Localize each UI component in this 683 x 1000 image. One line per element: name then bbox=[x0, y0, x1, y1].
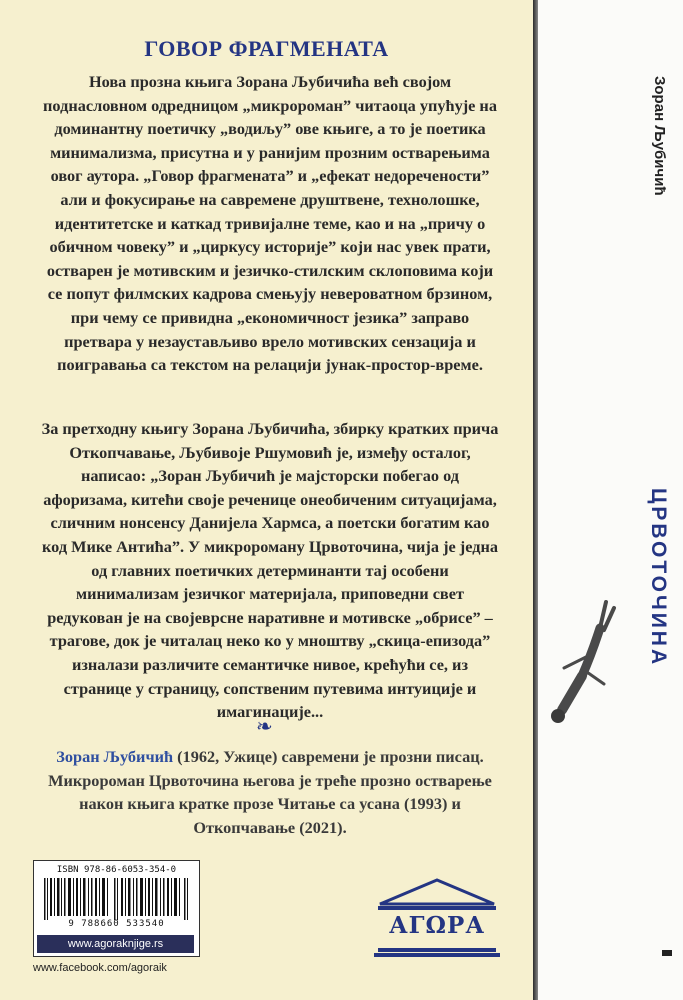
publisher-logo bbox=[372, 878, 502, 958]
falling-figure-illustration bbox=[544, 598, 622, 728]
barcode-block bbox=[33, 860, 200, 957]
ornament-icon: ❧ bbox=[256, 716, 273, 738]
author-bio-text: (1962, Ужице) савремени је прозни писац. Микророман Црвоточина његова је треће прозно остварење након књига кратке прозе Читање са усана (1993) и Откопчавање (2021). bbox=[48, 747, 492, 837]
publisher-website: www.agoraknjige.rs bbox=[37, 935, 194, 953]
author-bio bbox=[34, 745, 506, 839]
barcode-icon bbox=[42, 878, 191, 920]
author-bio-name: Зоран Љубичић bbox=[56, 747, 174, 766]
back-cover-heading: ГОВОР ФРАГМЕНАТА bbox=[144, 36, 389, 61]
spine-author: Зоран Љубичић bbox=[651, 76, 668, 196]
spine-edge bbox=[533, 0, 538, 1000]
spine-mark bbox=[662, 950, 672, 956]
barcode-digits: 9 788660 533540 bbox=[68, 919, 165, 929]
blurb-paragraph-1: Нова прозна књига Зорана Љубичића већ својом поднасловном одредницом „микророман” читаоца упућује на доминантну поетичку „водиљу” ове књиге, а то је поетика минимализма, присутна и у ранијим прозним остварењима овог аутора. „Говор фрагмената” и „ефекат недоречености” али и фокусирање на савремене друштвене, технолошке, идентитетске и каткад тривијалне теме, као и на „причу о обичном човеку” и „циркусу историје” који нас увек прати, остварен је мотивским и језичко-стилским склоповима који се попут филмских кадрова смењују невероватном брзином, при чему се привидна „економичност језика” заправо претвара у незаустављиво врело мотивских сензација и поигравања са текстом на релацији јунак-простор-време. bbox=[43, 72, 497, 375]
blurb-paragraph-2: За претходну књигу Зорана Љубичића, збирку кратких прича Откопчавање, Љубивоје Ршумовић је, између осталог, написао: „Зоран Љубичић је мајсторски побегао од афоризама, китећи своје реченице онеобиченим ситуацијама, сличним нонсенсу Данијела Хармса, а поетски богатим као код Мике Антића”. У микророману Црвоточина, чија је једна од главних поетичких детерминанти тај особени минимализам језичког материјала, приповедни свет редукован је на својеврсне наративне и мотивске „обрисе” – трагове, док је читалац неко ко у мноштву „скица-епизода” изналази различите семантичке нивое, крећући се, из странице у страницу, сопственим путевима интуиције и имагинације... bbox=[41, 419, 499, 722]
publisher-logo-text: АГΩРА bbox=[388, 912, 486, 939]
isbn-label: ISBN 978-86-6053-354-0 bbox=[56, 865, 177, 875]
spine-title: ЦРВОТОЧИНА bbox=[647, 488, 670, 668]
facebook-link: www.facebook.com/agoraik bbox=[33, 962, 167, 974]
